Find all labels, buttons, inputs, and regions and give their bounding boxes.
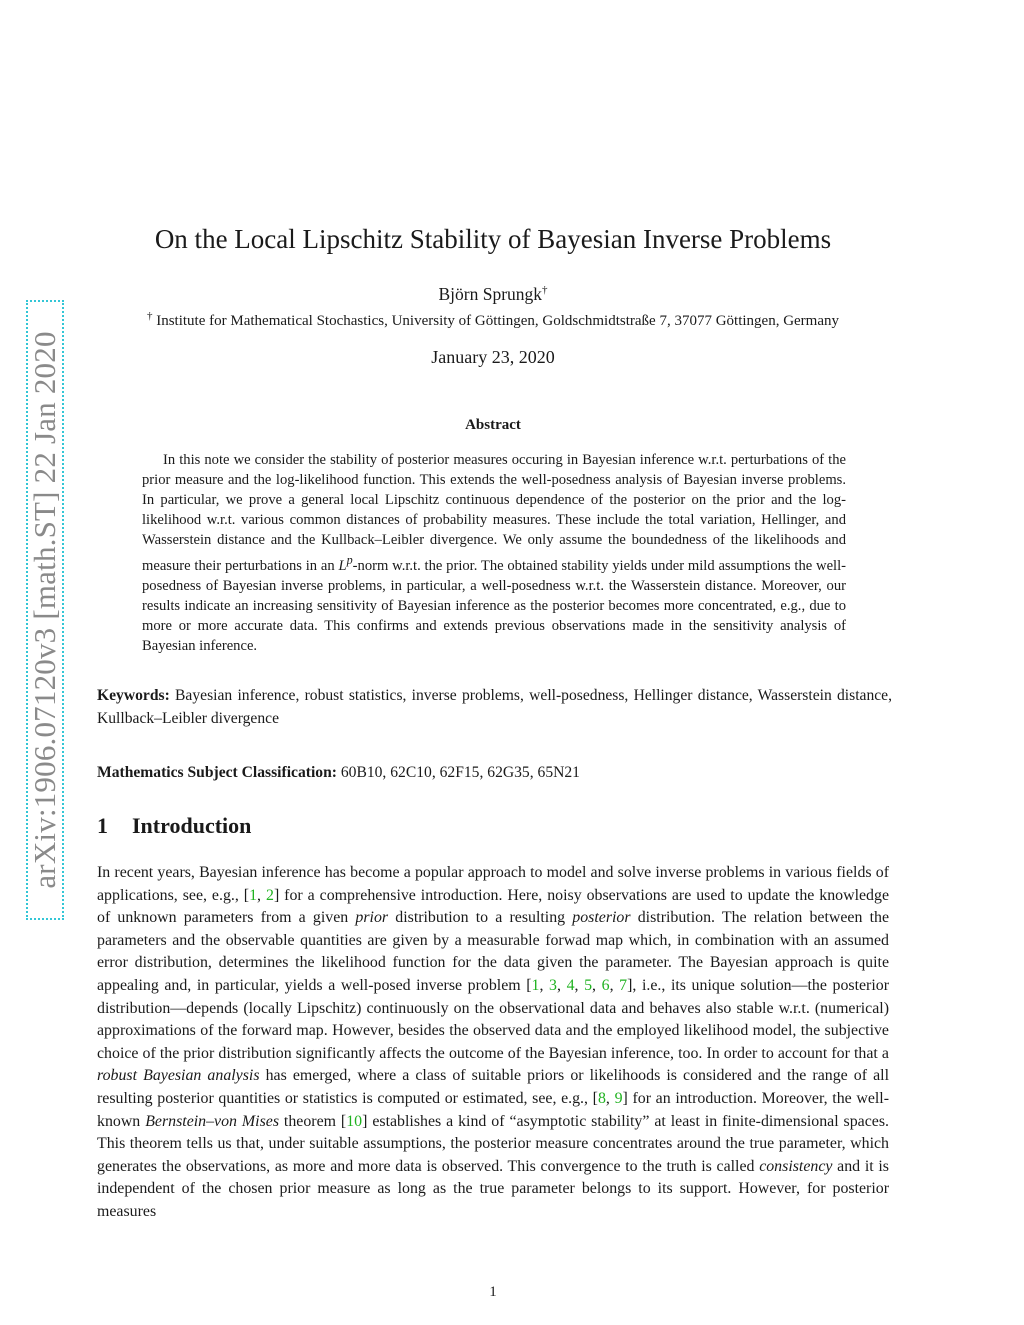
intro-text: distribution to a resulting (388, 909, 573, 927)
page-number: 1 (489, 1284, 497, 1300)
citation-link[interactable]: 6 (601, 976, 610, 994)
section-number: 1 (97, 813, 108, 838)
citation-link[interactable]: 2 (265, 886, 274, 904)
abstract-text-part1: In this note we consider the stability of posterior measures occuring in Bayesian inference w.r.t. perturbations of the prior measure and the log-likelihood function. This extends the well-posedness analysis of Bayesian inverse problems. In particular, we prove a general local Lipschitz continuous dependence of the posterior on the prior and the log-likelihood w.r.t. various common distances of probability measures. These include the total variation, Hellinger, and Wasserstein distance and the Kullback–Leibler divergence. We only assume the boundedness of the likelihoods and measure their perturbations in an (142, 452, 846, 574)
intro-text: and it is independent of the chosen prior measure as long as the true parameter belongs to its support. However, for posterior measures (97, 1157, 889, 1220)
author-line (0, 284, 986, 305)
lp-symbol (338, 553, 353, 574)
citation-separator: , (574, 976, 585, 994)
keywords (97, 685, 892, 730)
citation-link[interactable]: 9 (614, 1089, 623, 1107)
paper-title: On the Local Lipschitz Stability of Bayesian Inverse Problems (154, 224, 832, 254)
abstract-heading: Abstract (465, 417, 521, 433)
intro-paragraph (97, 862, 889, 1224)
emphasis-term: Bernstein–von Mises (145, 1112, 279, 1130)
citation-link[interactable]: 5 (584, 976, 593, 994)
arxiv-stamp (26, 300, 64, 920)
citation-link[interactable]: 10 (346, 1112, 363, 1130)
emphasis-term: prior (355, 909, 389, 927)
intro-text: distribution. The relation between the parameters and the observable quantities are given by a measurable forwad map which, in combination with an assumed error distribution, determines the likelihood function for the data given the parameter. The Bayesian approach is quite appealing and, in particular, yields a well-posed inverse problem [ (97, 909, 890, 994)
citation-separator: , (257, 886, 266, 904)
lp-base: L (338, 557, 347, 574)
citation-separator: , (605, 1089, 615, 1107)
abstract-text-part2: -norm w.r.t. the prior. The obtained stability yields under mild assumptions the well-posedness of Bayesian inverse problems, in particular, a well-posedness w.r.t. the Wasserstein distance. Moreover, our results indicate an increasing sensitivity of Bayesian inference as the posterior becomes more concentrated, e.g., due to more or more accurate data. This confirms and extends previous observations made in the sensitivity analysis of Bayesian inference. (142, 557, 847, 654)
emphasis-term: posterior (572, 909, 631, 927)
citation-separator: , (609, 976, 620, 994)
lp-exponent: p (346, 553, 353, 567)
msc-text: 60B10, 62C10, 62F15, 62G35, 65N21 (340, 764, 580, 781)
emphasis-term: robust Bayesian analysis (97, 1067, 260, 1085)
citation-separator: , (592, 976, 602, 994)
citation-link[interactable]: 3 (549, 976, 557, 994)
citation-link[interactable]: 7 (619, 976, 628, 994)
emphasis-term: consistency (759, 1157, 833, 1175)
citation-separator: , (556, 976, 567, 994)
paper-date: January 23, 2020 (431, 347, 555, 367)
msc-classification (97, 762, 892, 785)
arxiv-id: arXiv:1906.07120v3 [math.ST] 22 Jan 2020 (27, 331, 62, 889)
keywords-label: Keywords: (97, 687, 170, 704)
affiliation-line (0, 310, 986, 330)
citation-link[interactable]: 1 (531, 976, 540, 994)
author-name: Björn Sprungk (438, 284, 543, 304)
section-title: Introduction (132, 813, 252, 838)
citation-link[interactable]: 4 (566, 976, 575, 994)
affiliation: Institute for Mathematical Stochastics, University of Göttingen, Goldschmidtstraße 7, 37077 Göttingen, Germany (156, 313, 840, 329)
citation-link[interactable]: 8 (597, 1089, 606, 1107)
intro-text: ], i.e., its unique solution—the posterior distribution—depends (locally Lipschitz) continuously on the observational data and behaves also stable w.r.t. (numerical) approximations of the forward map. However, besides the observed data and the employed likelihood model, the subjective choice of the prior distribution significantly affects the outcome of the Bayesian inference, too. In order to account for that a (97, 976, 890, 1062)
affiliation-mark: † (146, 310, 153, 322)
intro-text: In recent years, Bayesian inference has become a popular approach to model and solve inverse problems in various fields of applications, see, e.g., [ (97, 864, 889, 904)
msc-label: Mathematics Subject Classification: (97, 764, 337, 781)
citation-link[interactable]: 1 (249, 886, 258, 904)
intro-text: ] for an introduction. Moreover, the well-known (97, 1089, 890, 1130)
abstract-body (142, 450, 846, 656)
intro-text: theorem [ (279, 1112, 347, 1130)
keywords-text: Bayesian inference, robust statistics, inverse problems, well-posedness, Hellinger distance, Wasserstein distance, Kullback–Leibler divergence (97, 687, 893, 727)
citation-separator: , (539, 976, 550, 994)
intro-text: has emerged, where a class of suitable priors or likelihoods is considered and the range of all resulting posterior quantities or statistics is computed or estimated, see, e.g., [ (97, 1067, 890, 1107)
section-heading (97, 813, 251, 839)
author-mark: † (542, 284, 548, 297)
intro-text: ] establishes a kind of “asymptotic stability” at least in finite-dimensional spaces. This theorem tells us that, under suitable assumptions, the posterior measure concentrates around the true parameter, which generates the observations, as more and more data is observed. This convergence to the truth is called (97, 1112, 889, 1175)
intro-text: ] for a comprehensive introduction. Here, noisy observations are used to update the knowledge of unknown parameters from a given (97, 886, 890, 927)
